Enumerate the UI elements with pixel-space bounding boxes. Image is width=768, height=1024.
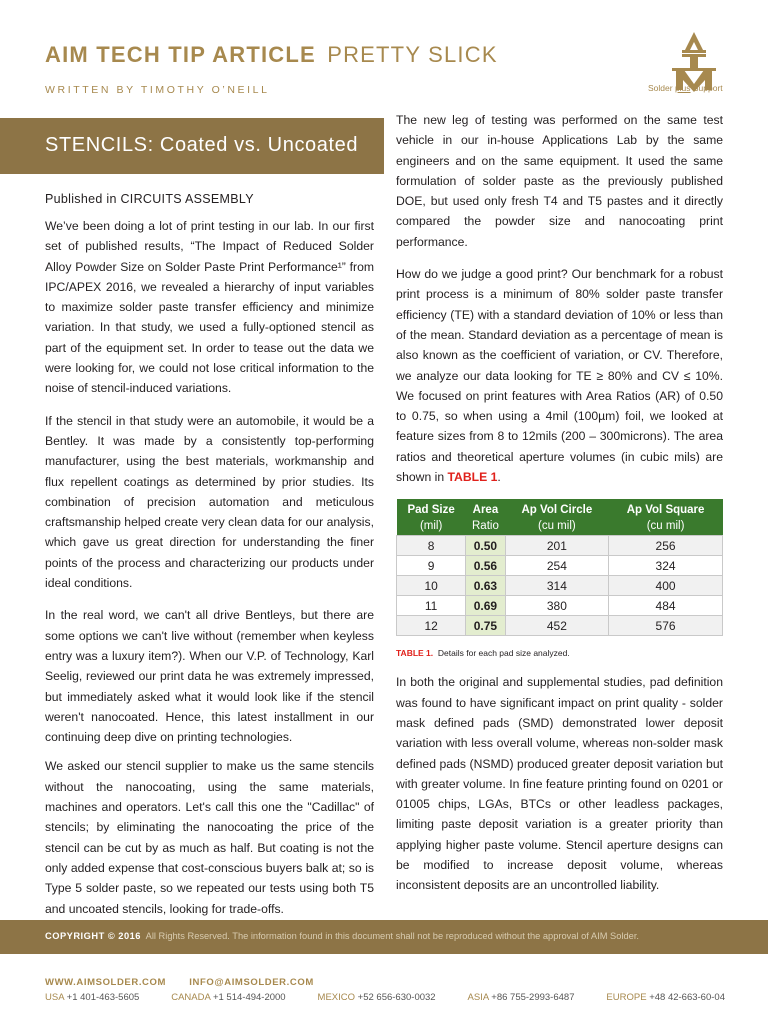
table-header: Pad Size (mil) [397,499,466,536]
table-row: 9 0.56 254 324 [397,556,723,576]
paragraph: We’ve been doing a lot of print testing in our lab. In our first set of published results, “The Impact of Reduced Solder Alloy Powder Size on Solder Paste Print Performance¹” from IPC/APEX 2016, we revealed a hierarchy of input variables to maximize solder paste transfer efficiency and minimize variation. In that study, we used a fully-optioned stencil as part of the equipment set. In order to tease out the data we were looking for, we could not lose critical information to the noise of stencil-induced variations. [45,219,374,396]
paragraph: If the stencil in that study were an automobile, it would be a Bentley. It was made by a consistently top-performing manufacturer, using the best materials, workmanship and flux repellent coatings as determined by prior studies. Its combination of precision automation and meticulous craftsmanship helped create very clean data for our analysis, which gave us great direction for understanding the finer points of the process and characterizing our products under ideal conditions. [45,413,374,591]
table-row: 11 0.69 380 484 [397,596,723,616]
paragraph: The new leg of testing was performed on the same test vehicle in our in-house Applications Lab by the same engineers and on the same equipment. It used the same formulation of solder paste as the previously published DOE, but used only fresh T4 and T5 pastes and it directly compared the powder size and nanocoating print performance. [396,113,723,249]
section-title: STENCILS: Coated vs. Uncoated [45,134,359,156]
footer-links [45,977,314,988]
table-row: 8 0.50 201 256 [397,536,723,556]
table-header: Area Ratio [466,499,505,536]
copyright-notice: All Rights Reserved. The information found in this document shall not be reproduced without the approval of AIM Solder. [145,931,639,941]
author-byline: WRITTEN BY TIMOTHY O’NEILL [45,84,270,96]
contact-canada: CANADA +1 514-494-2000 [171,992,286,1003]
table-header: Ap Vol Square (cu mil) [609,499,723,536]
copyright-bar [0,920,768,954]
right-column [396,110,723,908]
paragraph: We asked our stencil supplier to make us the same stencils without the nanocoating, using the same materials, machines and operators. Let's call this one the "Cadillac" of stencils; by eliminating the nanocoating the price of the stencil can be cut by as much as half. But coating is not the only added expense that cost-conscious buyers balk at; so is Type 5 solder paste, so we repeated our tests using both T5 and uncoated stencils, looking for trade-offs. [45,759,374,916]
table-row: 10 0.63 314 400 [397,576,723,596]
copyright-label: COPYRIGHT © 2016 [45,931,141,941]
paragraph: How do we judge a good print? Our benchmark for a robust print process is a minimum of 80% solder paste transfer efficiency (TE) with a standard deviation of 10% or less than of the mean. Standard deviation as a percentage of mean is also known as the coefficient of variation, or CV. Therefore, we analyze our data looking for TE ≥ 80% and CV ≤ 10%. We focused on print features with Area Ratios (AR) of 0.50 to 0.75, so when using a 4mil (100µm) foil, we looked at feature sizes from 8 to 12mils (200 – 300microns). The area ratios and theoretical aperture volumes (in cubic mils) are shown in TABLE 1. [396,267,723,485]
logo-tagline: Solder plus Support [648,83,723,93]
contact-mexico: MEXICO +52 656-630-0032 [317,992,436,1003]
contact-europe: EUROPE +48 42-663-60-04 [606,992,725,1003]
table-row: 12 0.75 452 576 [397,616,723,636]
table-caption: TABLE 1. Details for each pad size analyzed. [396,648,570,659]
section-banner [0,118,384,174]
table-reference: TABLE 1 [447,470,498,485]
paragraph: In both the original and supplemental studies, pad definition was found to have significant impact on print quality - solder mask defined pads (SMD) demonstrated lower deposit variation with less overall volume, whereas non-solder mask defined pads (NSMD) produced greater deposit variation but with greater volume. In fine feature printing found on 0201 or 01005 chips, LGAs, BTCs or other leadless packages, limiting paste deposit variation is a greater priority than applying higher paste volume. Stencil aperture designs can be modified to increase deposit volume, whereas inconsistent deposits are an uncontrolled liability. [396,675,723,893]
pad-size-table [396,499,723,636]
email-link[interactable]: INFO@AIMSOLDER.COM [189,977,314,988]
title-series: AIM TECH TIP ARTICLE [45,42,316,67]
article-title [45,42,498,68]
contact-asia: ASIA +86 755-2993-6487 [467,992,575,1003]
table-header: Ap Vol Circle (cu mil) [505,499,609,536]
website-link[interactable]: WWW.AIMSOLDER.COM [45,977,167,988]
contact-list [45,992,725,1003]
publication-source: Published in CIRCUITS ASSEMBLY [45,192,254,206]
title-subtitle: PRETTY SLICK [327,42,498,67]
left-column [45,216,374,931]
paragraph: In the real word, we can't all drive Bentleys, but there are some options we can't live without (remember when keyless entry was a luxury item?). When our V.P. of Technology, Karl Seelig, reviewed our print data he was extremely impressed, but immediately asked what it would look like if the stencil weren't nanocoated. Hence, this latest installment in our continuing deep dive on printing technologies. [45,608,374,745]
contact-usa: USA +1 401-463-5605 [45,992,140,1003]
